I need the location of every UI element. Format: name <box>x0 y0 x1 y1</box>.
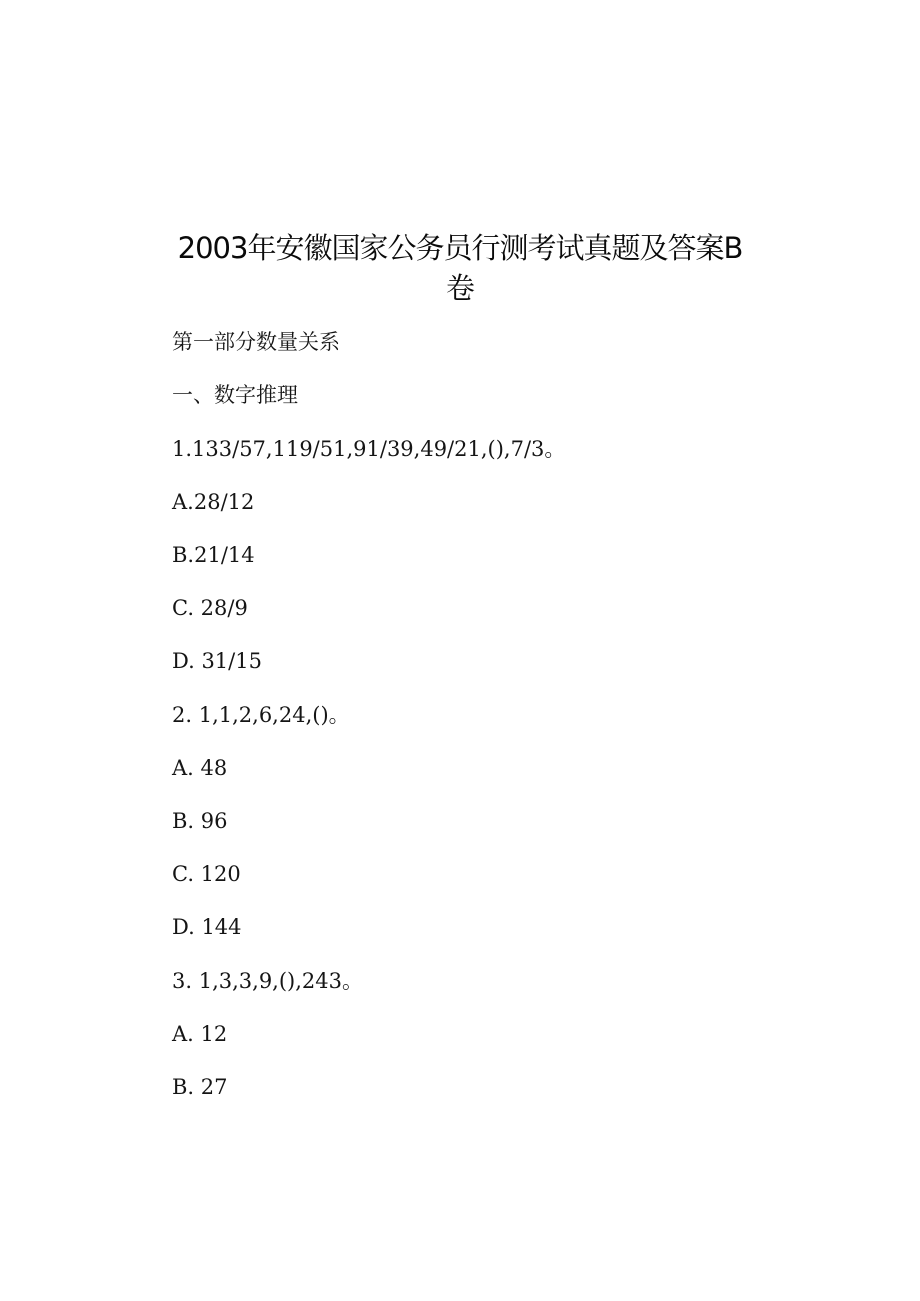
question-1-option-c: C. 28/9 <box>172 596 248 620</box>
question-1-option-d: D. 31/15 <box>172 649 262 673</box>
question-1-stem: 1.133/57,119/51,91/39,49/21,(),7/3。 <box>172 437 566 461</box>
question-2-option-a: A. 48 <box>172 756 228 780</box>
question-3-stem: 3. 1,3,3,9,(),243。 <box>172 969 363 993</box>
question-1-option-b: B.21/14 <box>172 543 255 567</box>
question-1-option-a: A.28/12 <box>172 490 255 514</box>
subsection-heading: 一、数字推理 <box>172 383 298 407</box>
document-title-line-1: 2003年安徽国家公务员行测考试真题及答案B <box>177 231 743 265</box>
question-2-stem: 2. 1,1,2,6,24,()。 <box>172 703 350 727</box>
section-heading: 第一部分数量关系 <box>172 330 340 354</box>
question-2-option-b: B. 96 <box>172 809 228 833</box>
question-2-option-d: D. 144 <box>172 915 242 939</box>
document-title-line-2: 卷 <box>445 271 474 305</box>
question-3-option-a: A. 12 <box>172 1022 228 1046</box>
question-2-option-c: C. 120 <box>172 862 241 886</box>
question-3-option-b: B. 27 <box>172 1075 228 1099</box>
